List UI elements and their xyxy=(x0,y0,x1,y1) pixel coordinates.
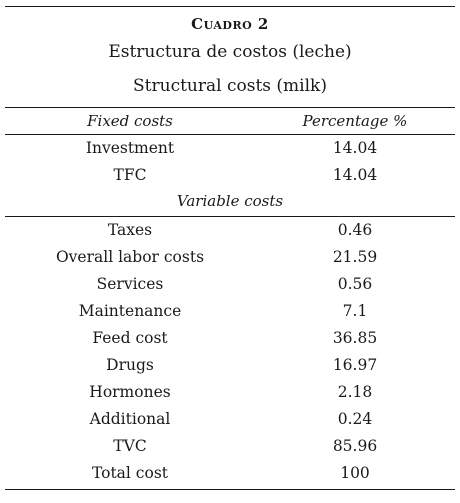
table-row xyxy=(5,379,455,406)
table-row xyxy=(5,298,455,325)
table-row xyxy=(5,352,455,379)
row-value-drugs: 16.97 xyxy=(332,356,378,374)
row-value-additional: 0.24 xyxy=(337,410,373,428)
row-item-hormones: Hormones xyxy=(89,383,171,401)
row-value-feed-cost: 36.85 xyxy=(332,329,378,347)
row-item-investment: Investment xyxy=(85,139,175,157)
table-number: Cuadro 2 xyxy=(191,15,269,33)
table-title-english: Structural costs (milk) xyxy=(133,76,327,96)
table-row xyxy=(5,325,455,352)
row-value-tfc: 14.04 xyxy=(332,166,378,184)
cost-structure-table xyxy=(5,6,455,490)
row-value-overall-labor-costs: 21.59 xyxy=(332,248,378,266)
table-row xyxy=(5,406,455,433)
row-item-taxes: Taxes xyxy=(107,221,153,239)
table-row xyxy=(5,162,455,189)
row-value-tvc: 85.96 xyxy=(332,437,378,455)
row-value-hormones: 2.18 xyxy=(337,383,373,401)
row-item-feed-cost: Feed cost xyxy=(92,329,168,347)
row-item-additional: Additional xyxy=(89,410,171,428)
row-value-services: 0.56 xyxy=(337,275,373,293)
column-header-fixed-costs: Fixed costs xyxy=(87,112,173,130)
table-row xyxy=(5,135,455,162)
row-item-drugs: Drugs xyxy=(106,356,154,374)
table-row xyxy=(5,271,455,298)
row-value-maintenance: 7.1 xyxy=(342,302,368,320)
row-item-maintenance: Maintenance xyxy=(78,302,182,320)
table-row xyxy=(5,460,455,487)
row-item-tfc: TFC xyxy=(113,166,147,184)
top-rule xyxy=(5,6,455,7)
section-heading-variable-costs: Variable costs xyxy=(176,192,284,210)
column-header-percentage: Percentage % xyxy=(302,112,408,130)
row-item-total-cost: Total cost xyxy=(91,464,169,482)
row-value-total-cost: 100 xyxy=(340,464,370,482)
table-row xyxy=(5,244,455,271)
row-item-tvc: TVC xyxy=(113,437,147,455)
table-row xyxy=(5,433,455,460)
row-value-taxes: 0.46 xyxy=(337,221,373,239)
row-item-overall-labor-costs: Overall labor costs xyxy=(55,248,205,266)
table-title-spanish: Estructura de costos (leche) xyxy=(108,42,352,62)
column-header-row xyxy=(5,108,455,134)
row-item-services: Services xyxy=(96,275,164,293)
row-value-investment: 14.04 xyxy=(332,139,378,157)
table-row xyxy=(5,217,455,244)
bottom-rule xyxy=(5,489,455,490)
